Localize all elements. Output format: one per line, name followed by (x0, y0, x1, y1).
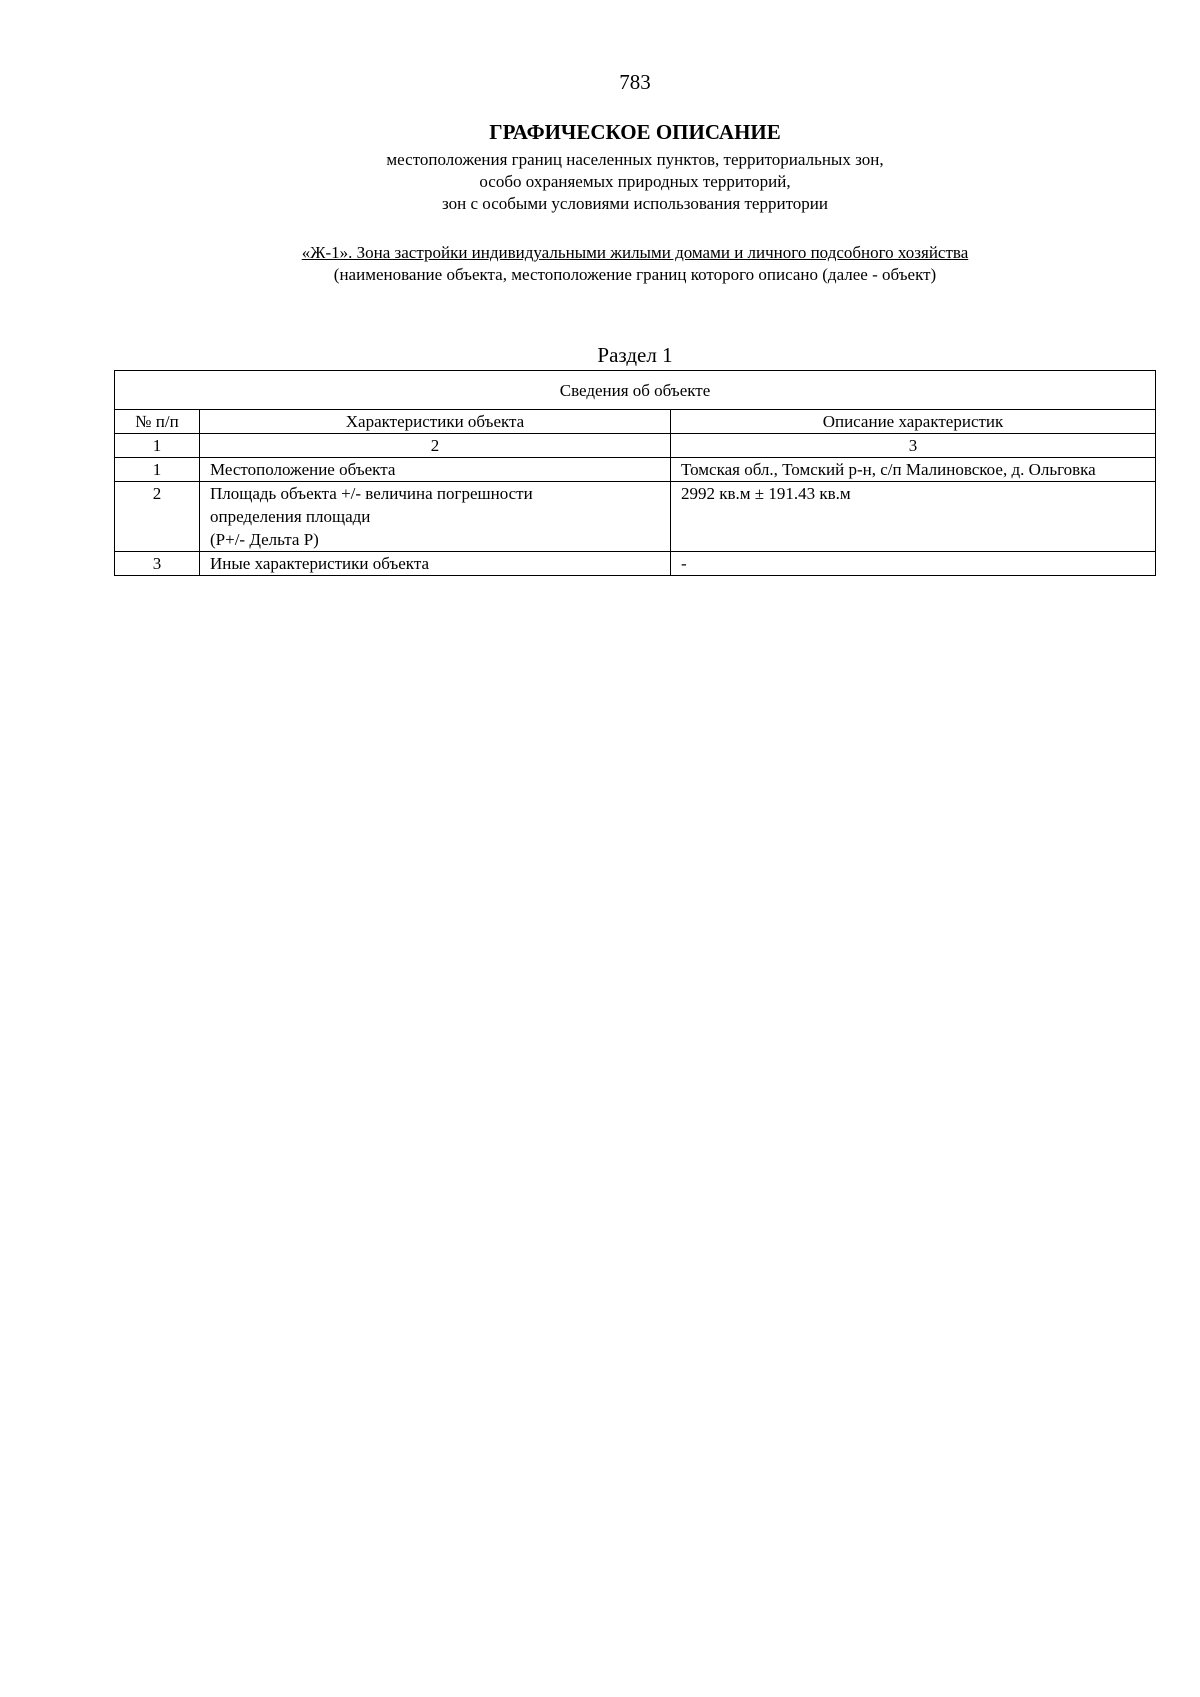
subtitle-line: зон с особыми условиями использования территории (442, 194, 828, 213)
table-row (115, 458, 1156, 482)
row-num: 1 (115, 458, 200, 482)
table-index-row (115, 434, 1156, 458)
header-characteristic: Характеристики объекта (200, 410, 671, 434)
table-caption: Сведения об объекте (115, 371, 1156, 410)
page-number: 783 (619, 70, 651, 94)
row-num: 2 (115, 482, 200, 552)
document-subtitle (0, 149, 1200, 215)
object-name: «Ж-1». Зона застройки индивидуальными жилыми домами и личного подсобного хозяйства (301, 243, 969, 262)
row-description: Томская обл., Томский р-н, с/п Малиновское, д. Ольговка (671, 458, 1156, 482)
object-info-table (114, 370, 1156, 576)
index-cell: 2 (200, 434, 671, 458)
header-description: Описание характеристик (671, 410, 1156, 434)
row-characteristic: Площадь объекта +/- величина погрешности определения площади (Р+/- Дельта Р) (200, 482, 671, 552)
row-description: 2992 кв.м ± 191.43 кв.м (671, 482, 1156, 552)
table-row (115, 482, 1156, 552)
row-num: 3 (115, 552, 200, 576)
index-cell: 3 (671, 434, 1156, 458)
table-header-row (115, 410, 1156, 434)
section-title: Раздел 1 (597, 343, 673, 367)
subtitle-line: особо охраняемых природных территорий, (479, 172, 791, 191)
subtitle-line: местоположения границ населенных пунктов, территориальных зон, (386, 150, 884, 169)
header-num: № п/п (115, 410, 200, 434)
row-description: - (671, 552, 1156, 576)
object-name-caption: (наименование объекта, местоположение границ которого описано (далее - объект) (333, 265, 937, 284)
table-row (115, 552, 1156, 576)
row-characteristic: Иные характеристики объекта (200, 552, 671, 576)
object-name-block (0, 242, 1200, 286)
table-caption-row (115, 371, 1156, 410)
row-characteristic: Местоположение объекта (200, 458, 671, 482)
index-cell: 1 (115, 434, 200, 458)
document-title: ГРАФИЧЕСКОЕ ОПИСАНИЕ (489, 120, 781, 144)
